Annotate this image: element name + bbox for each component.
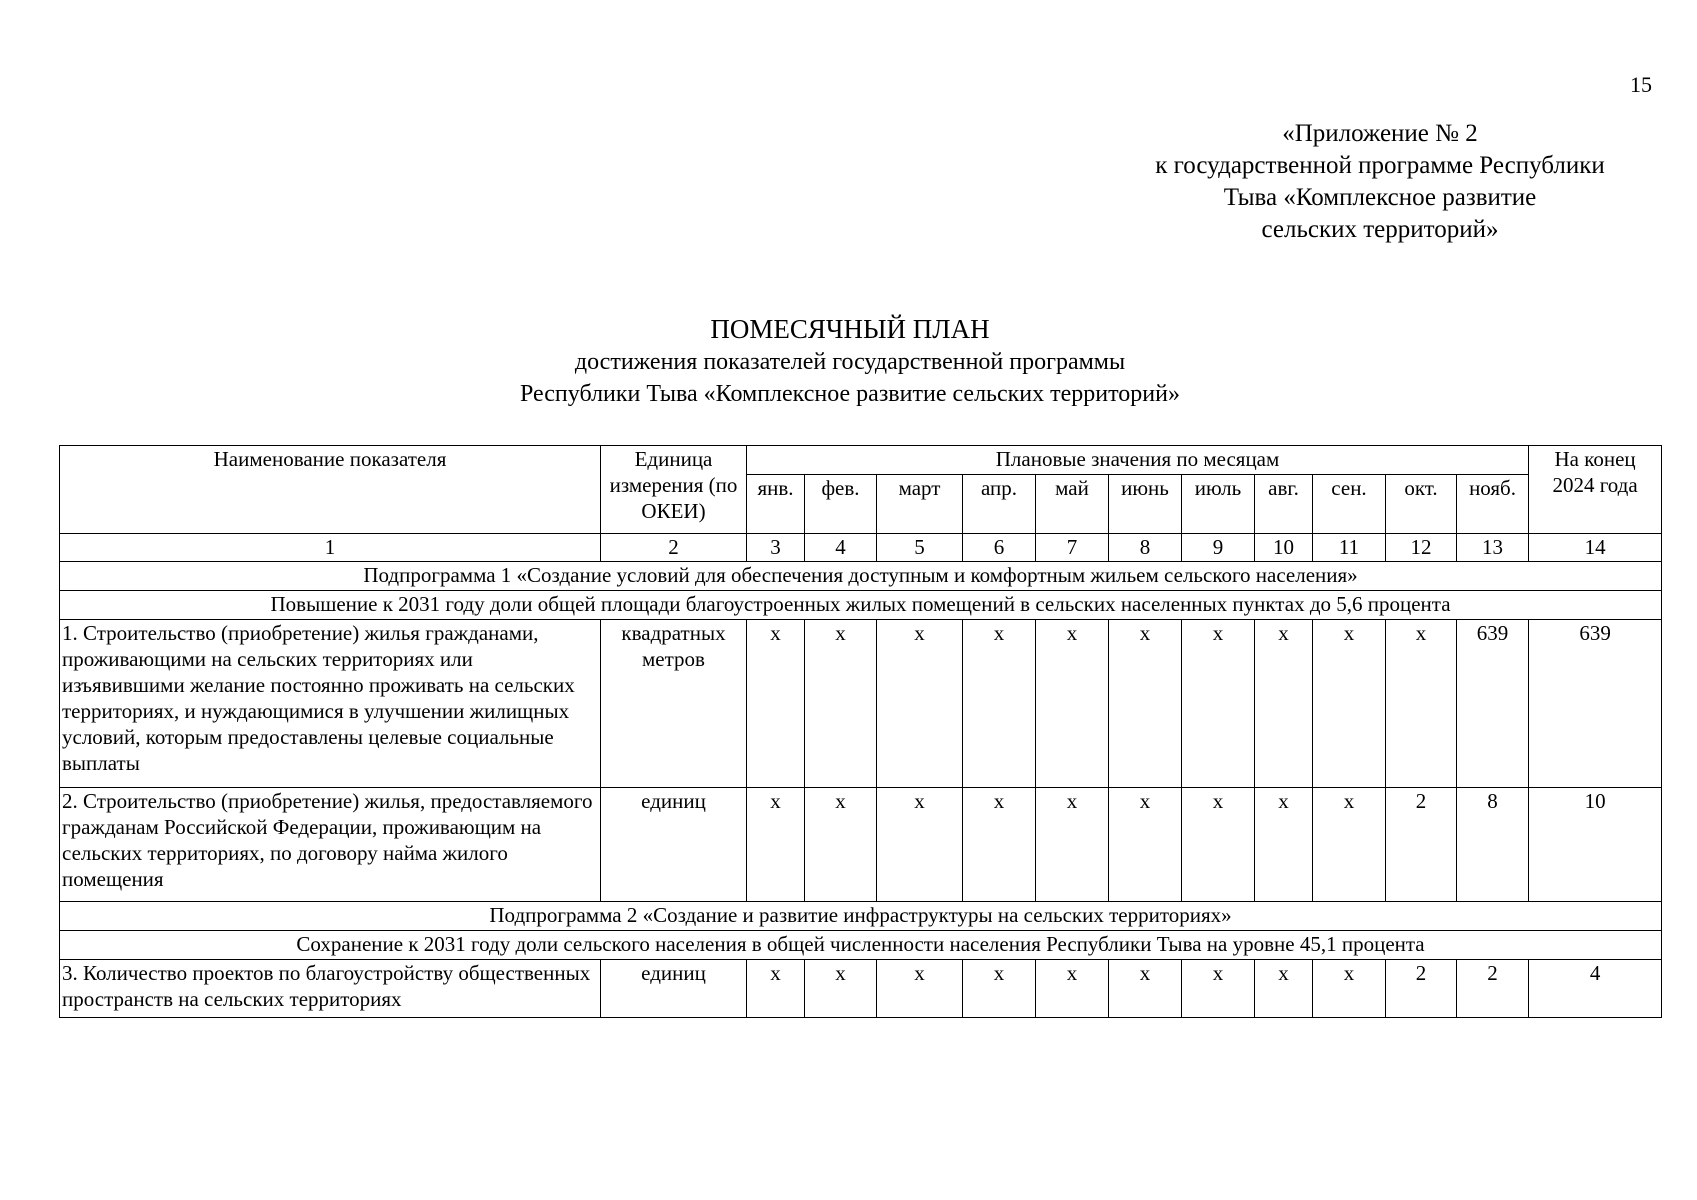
month-value: x bbox=[1036, 620, 1109, 788]
column-number: 12 bbox=[1386, 534, 1457, 562]
month-value: 2 bbox=[1386, 788, 1457, 902]
header-end-of-year: На конец 2024 года bbox=[1529, 446, 1662, 534]
header-month: нояб. bbox=[1457, 475, 1529, 534]
title-main: ПОМЕСЯЧНЫЙ ПЛАН bbox=[710, 314, 990, 344]
column-number: 2 bbox=[601, 534, 747, 562]
indicator-unit: квадратных метров bbox=[601, 620, 747, 788]
column-number: 3 bbox=[747, 534, 805, 562]
column-number: 7 bbox=[1036, 534, 1109, 562]
header-month: окт. bbox=[1386, 475, 1457, 534]
document-title bbox=[300, 312, 1400, 410]
table-row bbox=[60, 960, 1662, 1018]
month-value: x bbox=[963, 620, 1036, 788]
table-row bbox=[60, 788, 1662, 902]
appendix-line-3: Тыва «Комплексное развитие bbox=[1223, 184, 1537, 211]
month-value: x bbox=[877, 960, 963, 1018]
header-month: июнь bbox=[1109, 475, 1182, 534]
month-value: x bbox=[1182, 788, 1255, 902]
month-value: x bbox=[1036, 788, 1109, 902]
indicator-unit: единиц bbox=[601, 788, 747, 902]
month-value: x bbox=[877, 788, 963, 902]
header-indicator: Наименование показателя bbox=[60, 446, 601, 534]
month-value: 8 bbox=[1457, 788, 1529, 902]
month-value: x bbox=[1109, 620, 1182, 788]
indicator-unit: единиц bbox=[601, 960, 747, 1018]
header-monthly: Плановые значения по месяцам bbox=[747, 446, 1529, 475]
month-value: x bbox=[805, 788, 877, 902]
header-month: март bbox=[877, 475, 963, 534]
column-number: 9 bbox=[1182, 534, 1255, 562]
title-sub-2: Республики Тыва «Комплексное развитие сельских территорий» bbox=[520, 381, 1180, 407]
goal-1-heading: Повышение к 2031 году доли общей площади благоустроенных жилых помещений в сельских населенных пунктах до 5,6 процента bbox=[60, 591, 1662, 620]
appendix-line-2: к государственной программе Республики bbox=[1155, 152, 1605, 179]
month-value: x bbox=[1109, 788, 1182, 902]
table-row bbox=[60, 620, 1662, 788]
header-month: авг. bbox=[1255, 475, 1313, 534]
year-end-value: 10 bbox=[1529, 788, 1662, 902]
indicator-name: 3. Количество проектов по благоустройству общественных пространств на сельских территориях bbox=[60, 960, 601, 1018]
month-value: x bbox=[1255, 788, 1313, 902]
month-value: x bbox=[963, 788, 1036, 902]
indicator-name: 2. Строительство (приобретение) жилья, предоставляемого гражданам Российской Федерации, проживающим на сельских территориях, по договору найма жилого помещения bbox=[60, 788, 601, 902]
column-number: 14 bbox=[1529, 534, 1662, 562]
column-number: 8 bbox=[1109, 534, 1182, 562]
month-value: 2 bbox=[1386, 960, 1457, 1018]
column-number: 6 bbox=[963, 534, 1036, 562]
header-month: сен. bbox=[1313, 475, 1386, 534]
month-value: x bbox=[1182, 960, 1255, 1018]
indicator-name: 1. Строительство (приобретение) жилья гражданами, проживающими на сельских территориях или изъявившими желание постоянно проживать на сельских территориях, и нуждающимися в улучшении жилищных условий, которым предоставлены целевые социальные выплаты bbox=[60, 620, 601, 788]
column-number: 11 bbox=[1313, 534, 1386, 562]
month-value: 2 bbox=[1457, 960, 1529, 1018]
column-number: 4 bbox=[805, 534, 877, 562]
month-value: x bbox=[963, 960, 1036, 1018]
month-value: x bbox=[1109, 960, 1182, 1018]
month-value: x bbox=[1386, 620, 1457, 788]
goal-2-heading: Сохранение к 2031 году доли сельского населения в общей численности населения Республики Тыва на уровне 45,1 процента bbox=[60, 931, 1662, 960]
month-value: x bbox=[1255, 620, 1313, 788]
appendix-line-1: «Приложение № 2 bbox=[1282, 120, 1478, 147]
month-value: x bbox=[747, 620, 805, 788]
page-number: 15 bbox=[1630, 72, 1652, 97]
month-value: x bbox=[805, 960, 877, 1018]
month-value: x bbox=[877, 620, 963, 788]
column-number: 1 bbox=[60, 534, 601, 562]
year-end-value: 4 bbox=[1529, 960, 1662, 1018]
month-value: x bbox=[1255, 960, 1313, 1018]
month-value: x bbox=[805, 620, 877, 788]
month-value: x bbox=[1036, 960, 1109, 1018]
appendix-line-4: сельских территорий» bbox=[1261, 216, 1499, 243]
title-sub-1: достижения показателей государственной программы bbox=[574, 349, 1126, 375]
subprogram-1-heading: Подпрограмма 1 «Создание условий для обеспечения доступным и комфортным жильем сельского населения» bbox=[60, 562, 1662, 591]
month-value: x bbox=[1313, 788, 1386, 902]
monthly-plan-table bbox=[59, 445, 1662, 1018]
month-value: x bbox=[1313, 960, 1386, 1018]
month-value: x bbox=[1182, 620, 1255, 788]
header-month: апр. bbox=[963, 475, 1036, 534]
month-value: 639 bbox=[1457, 620, 1529, 788]
header-month: май bbox=[1036, 475, 1109, 534]
month-value: x bbox=[1313, 620, 1386, 788]
header-month: янв. bbox=[747, 475, 805, 534]
subprogram-2-heading: Подпрограмма 2 «Создание и развитие инфраструктуры на сельских территориях» bbox=[60, 902, 1662, 931]
year-end-value: 639 bbox=[1529, 620, 1662, 788]
month-value: x bbox=[747, 960, 805, 1018]
appendix-heading bbox=[1080, 118, 1680, 246]
header-month: фев. bbox=[805, 475, 877, 534]
header-unit: Единица измерения (по ОКЕИ) bbox=[601, 446, 747, 534]
column-number: 5 bbox=[877, 534, 963, 562]
month-value: x bbox=[747, 788, 805, 902]
column-number: 10 bbox=[1255, 534, 1313, 562]
column-number: 13 bbox=[1457, 534, 1529, 562]
header-month: июль bbox=[1182, 475, 1255, 534]
